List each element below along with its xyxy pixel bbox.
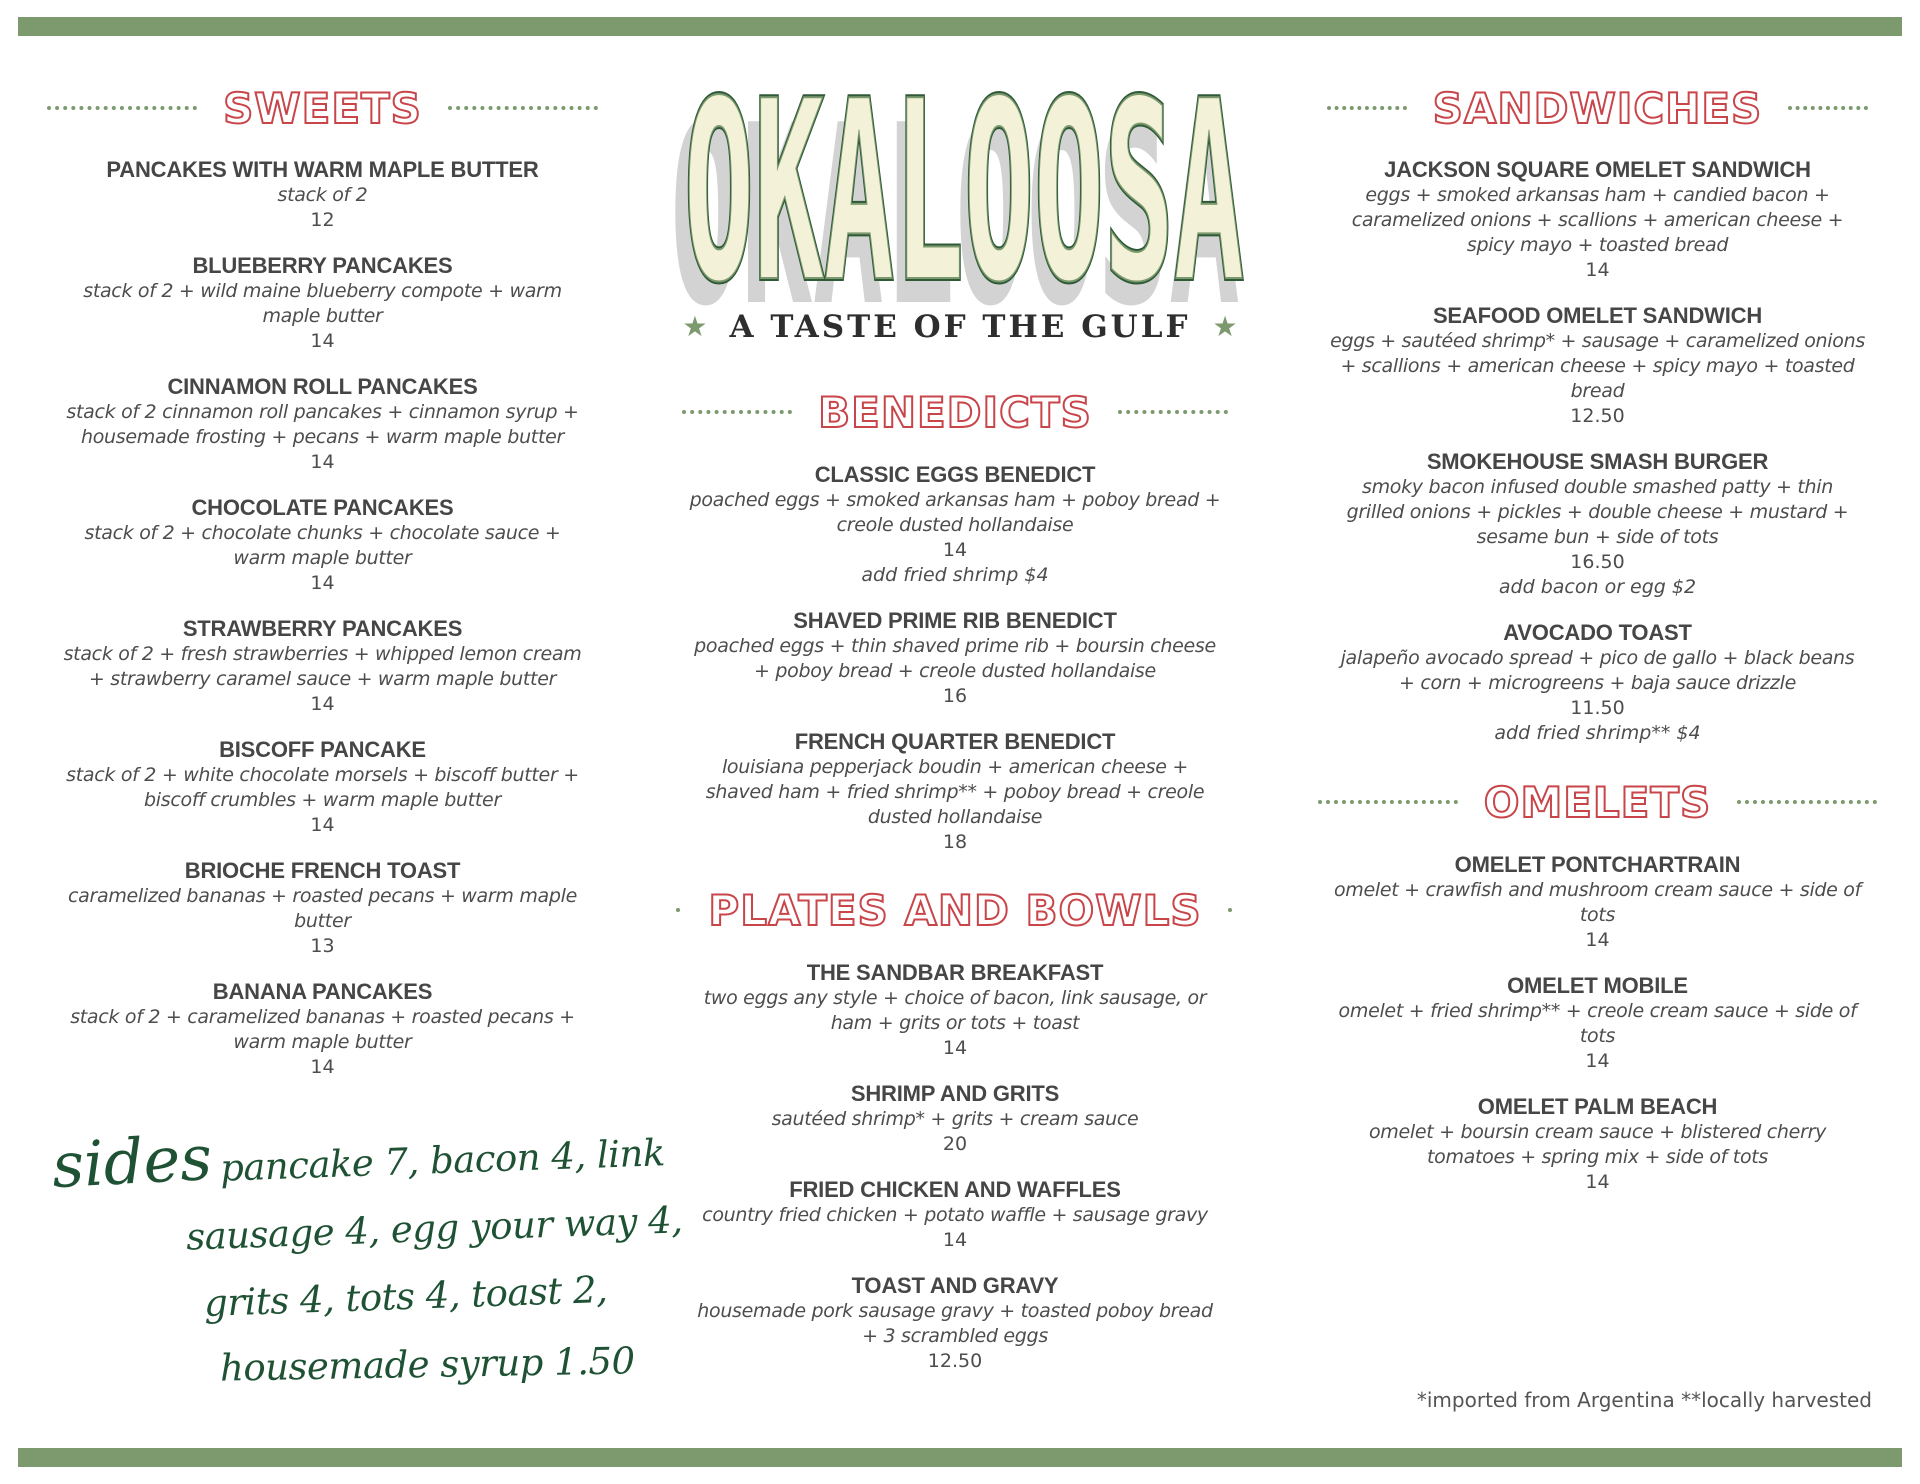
menu-item-name: FRENCH QUARTER BENEDICT <box>794 729 1116 754</box>
menu-item <box>680 462 1230 588</box>
menu-item <box>45 616 600 717</box>
star-icon: ★ <box>1212 311 1238 342</box>
footnote: *imported from Argentina **locally harvested <box>1416 1388 1872 1412</box>
plates-title: PLATES AND BOWLS <box>708 885 1202 935</box>
menu-item-price: 14 <box>942 1229 968 1251</box>
menu-item-price: 14 <box>310 693 335 715</box>
menu-item <box>680 729 1230 855</box>
menu-item-description: bread <box>1570 380 1625 402</box>
menu-item-name: CINNAMON ROLL PANCAKES <box>167 374 478 399</box>
menu-item <box>45 374 600 475</box>
sweets-header <box>45 78 600 138</box>
sweets-title: SWEETS <box>223 83 422 133</box>
menu-item-price: 11.50 <box>1570 697 1625 719</box>
menu-item-description: + corn + microgreens + baja sauce drizzle <box>1399 672 1796 694</box>
menu-item <box>45 253 600 354</box>
menu-item-name: CLASSIC EGGS BENEDICT <box>814 462 1096 487</box>
menu-item-price: 20 <box>942 1133 968 1155</box>
menu-item-description: butter <box>294 910 351 932</box>
menu-item-price: 16 <box>942 685 968 707</box>
omelets-header <box>1320 772 1875 832</box>
star-icon: ★ <box>682 311 708 342</box>
menu-item <box>1320 852 1875 953</box>
menu-item-price: 14 <box>1585 1171 1610 1193</box>
logo-wordmark: OKALOOSA <box>684 80 1244 337</box>
tagline-row <box>670 305 1250 349</box>
dotted-divider <box>1118 410 1228 414</box>
menu-item <box>45 858 600 959</box>
menu-item-description: stack of 2 cinnamon roll pancakes + cinnamon syrup + <box>66 401 579 423</box>
menu-item-name: THE SANDBAR BREAKFAST <box>806 960 1104 985</box>
menu-item-description: eggs + smoked arkansas ham + candied bacon + <box>1365 184 1830 206</box>
menu-item-price: 14 <box>310 572 335 594</box>
menu-item-description: tomatoes + spring mix + side of tots <box>1426 1146 1769 1168</box>
menu-item-price: 14 <box>1585 929 1610 951</box>
menu-item-description: + 3 scrambled eggs <box>862 1325 1048 1347</box>
sandwiches-list <box>1320 157 1875 766</box>
dotted-divider <box>1228 908 1234 912</box>
dotted-divider <box>676 908 682 912</box>
dotted-divider <box>47 106 197 110</box>
menu-item-description: poached eggs + smoked arkansas ham + poboy bread + <box>689 489 1221 511</box>
sweets-list <box>45 157 600 1100</box>
menu-item-name: TOAST AND GRAVY <box>851 1273 1059 1298</box>
menu-item-name: BANANA PANCAKES <box>212 979 433 1004</box>
menu-item-description: poached eggs + thin shaved prime rib + boursin cheese <box>694 635 1216 657</box>
menu-item <box>680 1177 1230 1253</box>
dotted-divider <box>1318 800 1458 804</box>
benedicts-header <box>680 382 1230 442</box>
menu-item-description: louisiana pepperjack boudin + american cheese + <box>721 756 1189 778</box>
menu-item-price: 14 <box>310 814 335 836</box>
sandwiches-header <box>1320 78 1875 138</box>
menu-item-name: OMELET MOBILE <box>1507 973 1688 998</box>
bottom-border-bar <box>18 1448 1902 1467</box>
menu-item-description: sesame bun + side of tots <box>1476 526 1719 548</box>
menu-item <box>680 608 1230 709</box>
menu-item-description: stack of 2 + caramelized bananas + roasted pecans + <box>70 1006 575 1028</box>
menu-item <box>1320 303 1875 429</box>
menu-item-price: 12 <box>310 209 335 231</box>
sides-line: sausage 4, egg your way 4, <box>185 1198 684 1259</box>
menu-item-addon: add bacon or egg $2 <box>1498 576 1697 598</box>
dotted-divider <box>448 106 598 110</box>
dotted-divider <box>1327 106 1407 110</box>
logo-outline: OKALOOSA <box>684 80 1244 337</box>
menu-item-name: OMELET PALM BEACH <box>1477 1094 1718 1119</box>
logo-shadow: OKALOOSA <box>670 80 1240 350</box>
menu-item-description: spicy mayo + toasted bread <box>1466 234 1729 256</box>
dotted-divider <box>682 410 792 414</box>
menu-item-description: stack of 2 + fresh strawberries + whipped lemon cream <box>63 643 582 665</box>
menu-item <box>45 157 600 233</box>
plates-header <box>680 880 1230 940</box>
menu-item-description: housemade pork sausage gravy + toasted poboy bread <box>697 1300 1213 1322</box>
menu-item-name: SHRIMP AND GRITS <box>850 1081 1060 1106</box>
menu-item <box>1320 449 1875 600</box>
menu-item-description: biscoff crumbles + warm maple butter <box>144 789 501 811</box>
menu-item <box>1320 973 1875 1074</box>
menu-item <box>1320 1094 1875 1195</box>
top-border-bar <box>18 17 1902 36</box>
menu-item-description: + strawberry caramel sauce + warm maple butter <box>88 668 557 690</box>
dotted-divider <box>1788 106 1868 110</box>
menu-item-description: warm maple butter <box>233 547 412 569</box>
sides-word: sides <box>50 1120 214 1203</box>
benedicts-title: BENEDICTS <box>818 387 1092 437</box>
menu-item-price: 14 <box>310 451 335 473</box>
omelets-title: OMELETS <box>1483 777 1712 827</box>
menu-item-description: omelet + fried shrimp** + creole cream sauce + side of <box>1338 1000 1857 1022</box>
tagline: A TASTE OF THE GULF <box>729 309 1191 345</box>
menu-item-price: 14 <box>1585 259 1610 281</box>
menu-item-description: maple butter <box>262 305 383 327</box>
menu-item-description: warm maple butter <box>233 1031 412 1053</box>
menu-item-description: tots <box>1579 1025 1616 1047</box>
menu-item-description: stack of 2 + chocolate chunks + chocolate sauce + <box>84 522 561 544</box>
menu-item <box>680 960 1230 1061</box>
menu-item-name: CHOCOLATE PANCAKES <box>191 495 454 520</box>
menu-item-description: + scallions + american cheese + spicy mayo + toasted <box>1340 355 1855 377</box>
menu-item-description: two eggs any style + choice of bacon, link sausage, or <box>703 987 1207 1009</box>
menu-item-name: FRIED CHICKEN AND WAFFLES <box>789 1177 1121 1202</box>
menu-item-name: SHAVED PRIME RIB BENEDICT <box>793 608 1117 633</box>
menu-item-name: STRAWBERRY PANCAKES <box>182 616 463 641</box>
plates-list <box>680 960 1230 1394</box>
menu-item <box>680 1273 1230 1374</box>
menu-item-price: 12.50 <box>927 1350 983 1372</box>
menu-item-description: smoky bacon infused double smashed patty + thin <box>1361 476 1834 498</box>
menu-item-price: 16.50 <box>1570 551 1625 573</box>
menu-item-addon: add fried shrimp** $4 <box>1494 722 1701 744</box>
menu-item-price: 18 <box>942 831 968 853</box>
menu-item <box>45 979 600 1080</box>
menu-item-description: tots <box>1579 904 1616 926</box>
menu-item-price: 13 <box>310 935 335 957</box>
menu-item <box>1320 620 1875 746</box>
menu-item-description: caramelized onions + scallions + american cheese + <box>1351 209 1844 231</box>
menu-item-addon: add fried shrimp $4 <box>861 564 1049 586</box>
menu-item <box>1320 157 1875 283</box>
menu-item <box>45 737 600 838</box>
menu-item-description: stack of 2 <box>277 184 368 206</box>
menu-item-price: 14 <box>942 539 968 561</box>
menu-item-name: OMELET PONTCHARTRAIN <box>1454 852 1741 877</box>
menu-item-name: PANCAKES WITH WARM MAPLE BUTTER <box>106 157 539 182</box>
menu-item-description: omelet + boursin cream sauce + blistered cherry <box>1368 1121 1827 1143</box>
omelets-list <box>1320 852 1875 1215</box>
menu-item-description: shaved ham + fried shrimp** + poboy bread + creole <box>705 781 1205 803</box>
menu-item-description: dusted hollandaise <box>867 806 1043 828</box>
menu-item-description: stack of 2 + wild maine blueberry compote + warm <box>83 280 562 302</box>
menu-item-name: SMOKEHOUSE SMASH BURGER <box>1426 449 1769 474</box>
menu-item-price: 14 <box>1585 1050 1610 1072</box>
menu-item-price: 12.50 <box>1570 405 1625 427</box>
dotted-divider <box>1737 800 1877 804</box>
menu-item-name: BLUEBERRY PANCAKES <box>192 253 453 278</box>
menu-item-description: country fried chicken + potato waffle + sausage gravy <box>702 1204 1208 1226</box>
sides-line: pancake 7, bacon 4, link <box>219 1131 666 1190</box>
menu-item <box>680 1081 1230 1157</box>
menu-item-name: AVOCADO TOAST <box>1503 620 1692 645</box>
menu-item-description: jalapeño avocado spread + pico de gallo + black beans <box>1340 647 1855 669</box>
menu-item-description: creole dusted hollandaise <box>836 514 1074 536</box>
menu-item-description: stack of 2 + white chocolate morsels + biscoff butter + <box>66 764 579 786</box>
sides-handwritten-note <box>50 1120 684 1395</box>
menu-item-price: 14 <box>310 1056 335 1078</box>
menu-item-description: ham + grits or tots + toast <box>830 1012 1080 1034</box>
menu-item-price: 14 <box>310 330 335 352</box>
menu-item-description: housemade frosting + pecans + warm maple butter <box>80 426 565 448</box>
menu-item <box>45 495 600 596</box>
menu-item-name: BRIOCHE FRENCH TOAST <box>184 858 461 883</box>
menu-item-price: 14 <box>942 1037 968 1059</box>
menu-item-name: BISCOFF PANCAKE <box>219 737 426 762</box>
menu-item-description: omelet + crawfish and mushroom cream sauce + side of <box>1333 879 1862 901</box>
sandwiches-title: SANDWICHES <box>1432 83 1763 133</box>
menu-item-description: + poboy bread + creole dusted hollandaise <box>754 660 1156 682</box>
menu-item-description: grilled onions + pickles + double cheese + mustard + <box>1346 501 1849 523</box>
sides-line: housemade syrup 1.50 <box>219 1339 635 1390</box>
menu-item-description: caramelized bananas + roasted pecans + warm maple <box>67 885 578 907</box>
benedicts-list <box>680 462 1230 875</box>
menu-item-name: JACKSON SQUARE OMELET SANDWICH <box>1384 157 1811 182</box>
menu-item-description: eggs + sautéed shrimp* + sausage + caramelized onions <box>1330 330 1865 352</box>
menu-item-name: SEAFOOD OMELET SANDWICH <box>1432 303 1763 328</box>
sides-line: grits 4, tots 4, toast 2, <box>203 1267 608 1326</box>
menu-item-description: sautéed shrimp* + grits + cream sauce <box>771 1108 1139 1130</box>
